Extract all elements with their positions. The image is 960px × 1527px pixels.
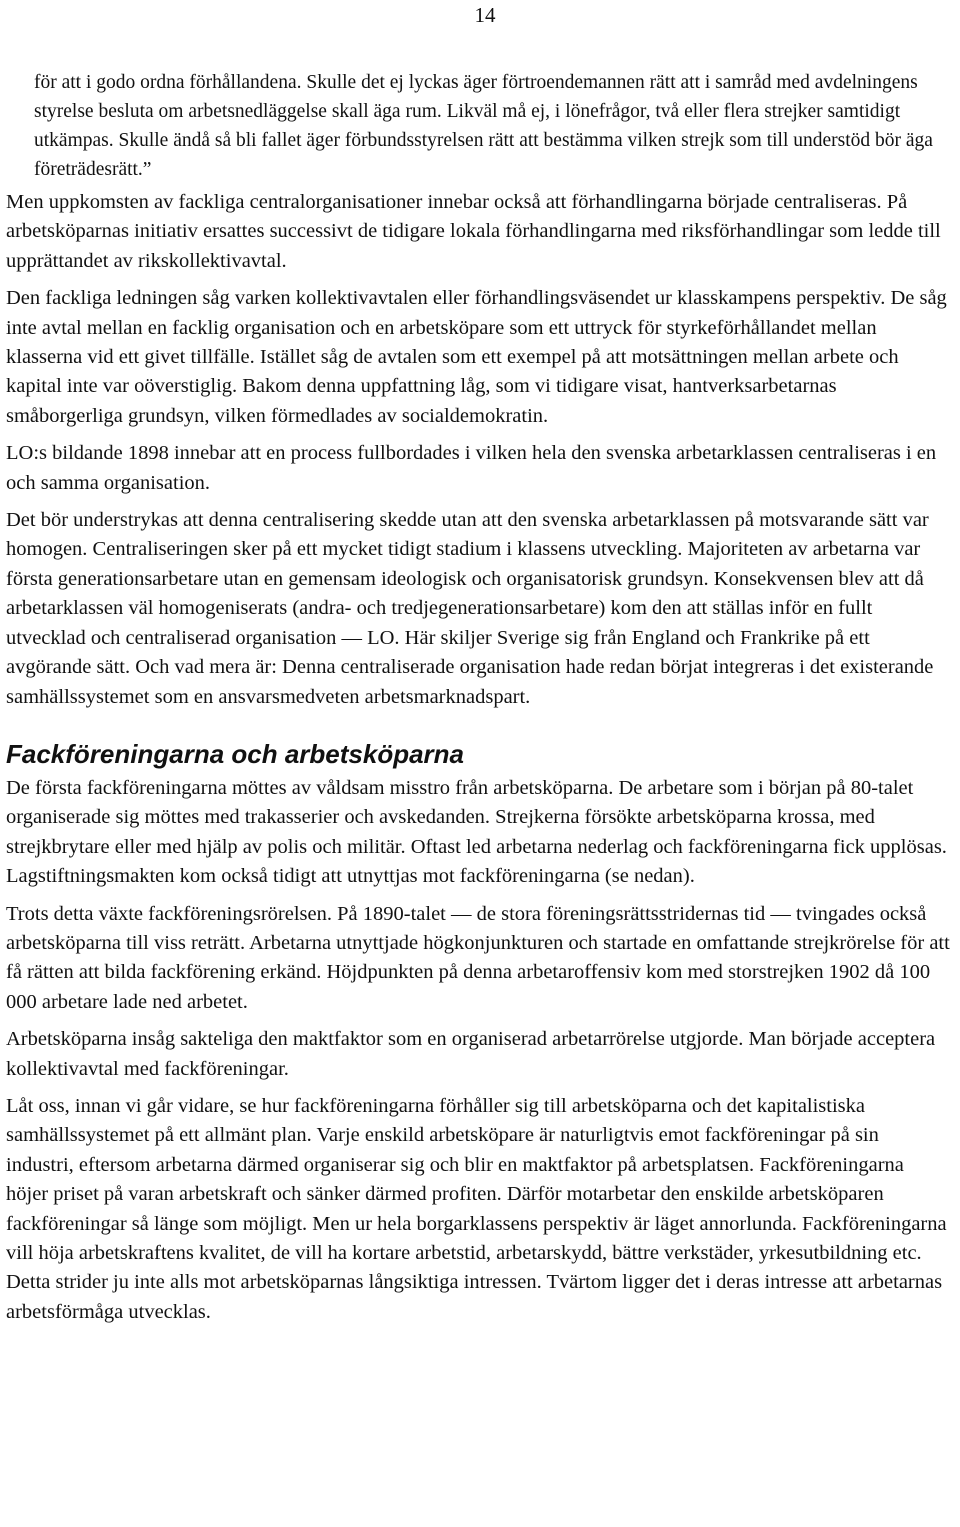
paragraph: LO:s bildande 1898 innebar att en process fullbordades i vilken hela den svenska arbetarklassen centraliseras i en och samma organisation. <box>6 442 937 494</box>
paragraph: Låt oss, innan vi går vidare, se hur fackföreningarna förhåller sig till arbetsköparna och det kapitalistiska samhällssystemet på ett allmänt plan. Varje enskild arbetsköpare är naturligtvis emot fackföreningar på sin industri, eftersom arbetarna därmed organiserar sig och blir en maktfaktor på arbetsplatsen. Fackföreningarna höjer priset på varan arbetskraft och sänker därmed profiten. Därför motarbetar den enskilde arbetsköparen fackföreningar så länge som möjligt. Men ur hela borgarklassens perspektiv är läget annorlunda. Fackföreningarna vill höja arbetskraftens kvalitet, de vill ha kortare arbetstid, arbetarskydd, bättre verkstäder, yrkesutbildning etc. Detta strider ju inte alls mot arbetsköparnas långsiktiga intressen. Tvärtom ligger det i deras intresse att arbetarnas arbetsförmåga utvecklas. <box>6 1094 947 1323</box>
paragraph: Trots detta växte fackföreningsrörelsen. På 1890-talet — de stora föreningsrättsstridernas tid — tvingades också arbetsköparna till viss reträtt. Arbetarna utnyttjade högkonjunkturen och startade en omfattande strejkrörelse för att få rätten att bilda fackförening erkänd. Höjdpunkten på denna arbetaroffensiv kom med storstrejken 1902 då 100 000 arbetare lade ned arbetet. <box>6 902 950 1013</box>
paragraph: Men uppkomsten av fackliga centralorganisationer innebar också att förhandlingarna började centraliseras. På arbetsköparnas initiativ ersattes successivt de tidigare lokala förhandlingarna med riksförhandlingar som ledde till upprättandet av rikskollektivavtal. <box>6 191 941 272</box>
paragraph: De första fackföreningarna möttes av våldsam misstro från arbetsköparna. De arbetare som i början på 80-talet organiserade sig möttes med trakasserier och avskedanden. Strejkerna försökte arbetsköparna krossa, med strejkbrytare eller med hjälp av polis och militär. Oftast led arbetarna nederlag och fackföreningarna fick upplösas. Lagstiftningsmakten kom också tidigt att utnyttjas mot fackföreningarna (se nedan). <box>6 776 947 888</box>
paragraph: Det bör understrykas att denna centralisering skedde utan att den svenska arbetarklassen på motsvarande sätt var homogen. Centraliseringen sker på ett mycket tidigt stadium i klassens utveckling. Majoriteten av arbetarna var första generationsarbetare utan en gemensam ideologisk och organisatorisk grundsyn. Konsekvensen blev att då arbetarklassen väl homogeniserats (andra- och tredjegenerationsarbetare) kom den att ställas inför en fullt utvecklad och centraliserad organisation — LO. Här skiljer Sverige sig från England och Frankrike på ett avgörande sätt. Och vad mera är: Denna centraliserade organisation hade redan börjat integreras i det existerande samhällssystemet som en ansvarsmedveten arbetsmarknadspart. <box>6 509 934 708</box>
page-number: 14 <box>474 3 496 27</box>
paragraph: Den fackliga ledningen såg varken kollektivavtalen eller förhandlingsväsendet ur klasskampens perspektiv. De såg inte avtal mellan en facklig organisation och en arbetsköpare som ett uttryck för styrkeförhållandet mellan klasserna vid ett givet tillfälle. Istället såg de avtalen som ett exempel på att motsättningen mellan arbete och kapital inte var oöverstiglig. Bakom denna uppfattning låg, som vi tidigare visat, hantverksarbetarnas småborgerliga grundsyn, vilken förmedlades av socialdemokratin. <box>6 287 947 427</box>
body-text <box>6 188 950 1335</box>
paragraph: Arbetsköparna insåg sakteliga den maktfaktor som en organiserad arbetarrörelse utgjorde. Man började acceptera kollektivavtal med fackföreningar. <box>6 1028 936 1080</box>
section-heading: Fackföreningarna och arbetsköparna <box>6 738 465 769</box>
block-quote: för att i godo ordna förhållandena. Skulle det ej lyckas äger förtroendemannen rätt att i samråd med avdelningens styrelse besluta om arbetsnedläggelse skall äga rum. Likväl må ej, i lönefrågor, två eller flera strejker samtidigt utkämpas. Skulle ändå så bli fallet äger förbundsstyrelsen rätt att bestämma vilken strejk som till understöd bör äga företrädesrätt.” <box>34 72 933 180</box>
